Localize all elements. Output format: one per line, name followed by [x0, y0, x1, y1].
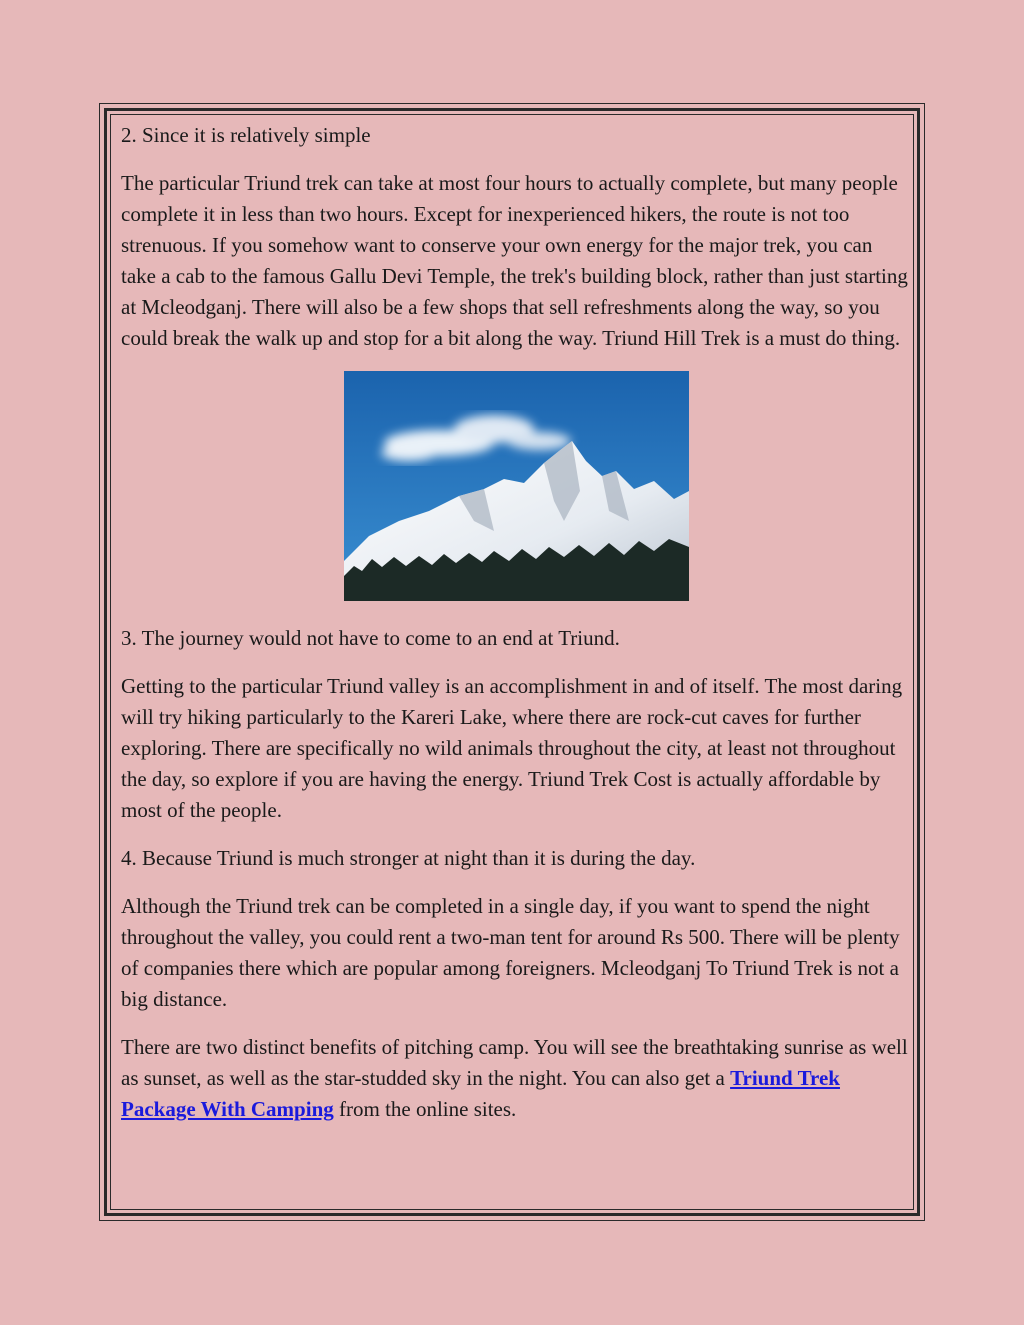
closing-paragraph [121, 1032, 911, 1125]
snow-capped-mountain-photo [344, 371, 689, 601]
section-4-heading: 4. Because Triund is much stronger at night than it is during the day. [121, 846, 696, 870]
closing-text-before: There are two distinct benefits of pitching camp. You will see the breathtaking sunrise as well as sunset, as well as the star-studded sky in the night. You can also get a [121, 1035, 908, 1090]
section-4-body: Although the Triund trek can be completed in a single day, if you want to spend the night throughout the valley, you could rent a two-man tent for around Rs 500. There will be plenty of companies there which are popular among foreigners. Mcleodganj To Triund Trek is not a big distance. [121, 894, 900, 1011]
section-3-heading: 3. The journey would not have to come to an end at Triund. [121, 626, 620, 650]
section-2-body: The particular Triund trek can take at most four hours to actually complete, but many people complete it in less than two hours. Except for inexperienced hikers, the route is not too strenuous. If you somehow want to conserve your own energy for the major trek, you can take a cab to the famous Gallu Devi Temple, the trek's building block, rather than just starting at Mcleodganj. There will also be a few shops that sell refreshments along the way, so you could break the walk up and stop for a bit along the way. Triund Hill Trek is a must do thing. [121, 171, 908, 350]
document-content [121, 120, 911, 1142]
closing-text-after: from the online sites. [333, 1097, 517, 1121]
photo-container [121, 371, 911, 601]
section-3-body: Getting to the particular Triund valley is an accomplishment in and of itself. The most daring will try hiking particularly to the Kareri Lake, where there are rock-cut caves for further exploring. There are specifically no wild animals throughout the city, at least not throughout the day, so explore if you are having the energy. Triund Trek Cost is actually affordable by most of the people. [121, 674, 903, 822]
section-2-heading: 2. Since it is relatively simple [121, 123, 371, 147]
triund-trek-package-link[interactable]: Triund Trek Package With Camping [121, 1066, 840, 1121]
